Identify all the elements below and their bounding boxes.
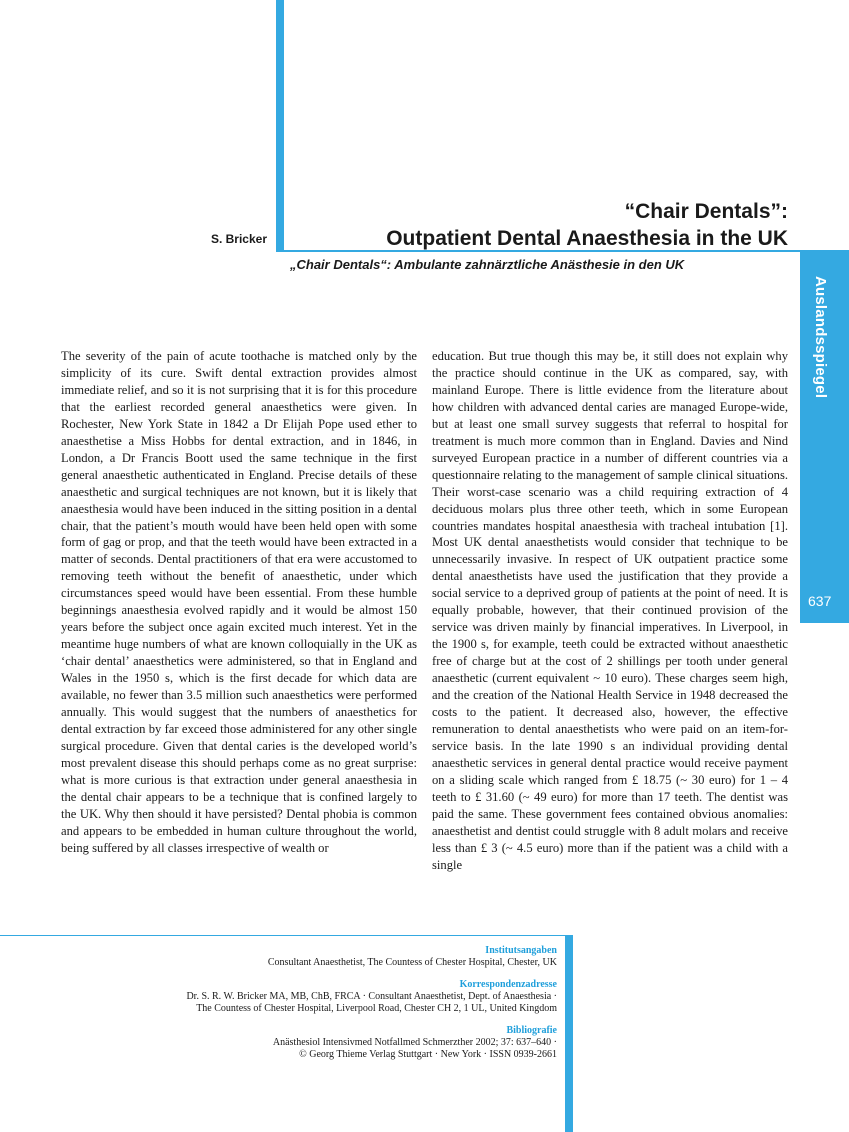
author-name: S. Bricker bbox=[210, 232, 267, 246]
correspondence-line-1: Dr. S. R. W. Bricker MA, MB, ChB, FRCA · Consultant Anaesthetist, Dept. of Anaesthesia · bbox=[186, 991, 557, 1002]
page-number: 637 bbox=[808, 593, 832, 609]
title-line-1: “Chair Dentals”: bbox=[624, 200, 788, 223]
institution-text: Consultant Anaesthetist, The Countess of Chester Hospital, Chester, UK bbox=[267, 957, 557, 968]
bottom-accent-bar bbox=[565, 935, 573, 1132]
correspondence-line-2: The Countess of Chester Hospital, Liverpool Road, Chester CH 2, 1 UL, United Kingdom bbox=[196, 1003, 557, 1014]
bibliography-line-2: © Georg Thieme Verlag Stuttgart · New York · ISSN 0939-2661 bbox=[299, 1049, 557, 1060]
bibliography-line-1: Anästhesiol Intensivmed Notfallmed Schmerzther 2002; 37: 637–640 · bbox=[272, 1037, 557, 1048]
correspondence-heading: Korrespondenzadresse bbox=[459, 979, 557, 990]
body-column-left: The severity of the pain of acute toothache is matched only by the simplicity of its cure. Swift dental extraction provides almost immediate relief, and so it is not surprising that it is for this procedure that the earliest recorded general anaesthetics were given. In Rochester, New York State in 1842 a Dr Elijah Pope used ether to anaesthetise a Miss Hobbs for dental extraction, and in 1846, in London, a Dr Francis Boott used the same technique in the first general anaesthetic authenticated in England. Precise details of these anaesthetic and surgical techniques are not known, but it is likely that anaesthesia would have been induced in the sitting position in a dental chair, that the patient’s mouth would have been held open with some form of gag or prop, and that the teeth would have been extracted in a matter of seconds. Dental practitioners of that era were accustomed to removing teeth without the benefit of anaesthetic, under which circumstances speed would have been essential. From these humble beginnings anaesthesia evolved rapidly and it would be almost 150 years before the subject once again excited much interest. Yet in the meantime huge numbers of what are known colloquially in the UK as ‘chair dental’ anaesthetics were administered, so that in England and Wales in the 1950 s, which is the first decade for which data are available, no fewer than 3.5 million such anaesthetics were performed annually. This would suggest that the numbers of anaesthetics for dental extraction by far exceed those administered for any other single surgical procedure. Given that dental caries is the developed world’s most prevalent disease this should perhaps come as no great surprise: what is more curious is that extraction under general anaesthesia in the dental chair appears to be a technique that is confined largely to the UK. Why then should it have persisted? Dental phobia is common and appears to be embedded in human culture throughout the world, being suffered by all classes irrespective of wealth or bbox=[61, 349, 417, 855]
top-accent-bar bbox=[276, 0, 284, 251]
section-label: Auslandsspiegel bbox=[812, 276, 829, 399]
institution-heading: Institutsangaben bbox=[485, 945, 557, 956]
title-line-2: Outpatient Dental Anaesthesia in the UK bbox=[386, 227, 788, 250]
article-title bbox=[386, 198, 788, 252]
article-info-box bbox=[37, 945, 557, 1061]
footer-rule bbox=[0, 935, 573, 936]
german-subtitle: „Chair Dentals“: Ambulante zahnärztliche Anästhesie in den UK bbox=[290, 257, 685, 272]
bibliography-heading: Bibliografie bbox=[506, 1025, 557, 1036]
section-side-tab bbox=[800, 252, 849, 623]
body-column-right: education. But true though this may be, it still does not explain why the practice should continue in the UK as compared, say, with mainland Europe. There is little evidence from the literature about how children with advanced dental caries are managed Europe-wide, but at least one small survey suggests that referral to hospital for treatment is much more common than in England. Davies and Nind surveyed European practice in a number of different countries via a questionnaire relating to the management of sample clinical situations. Their worst-case scenario was a child requiring extraction of 4 deciduous molars plus three other teeth, which in some European countries mandates hospital anaesthesia with tracheal intubation [1]. Most UK dental anaesthetists would consider that technique to be unnecessarily invasive. In respect of UK outpatient practice some dental anaesthetists have used the justification that they provide a social service to a deprived group of patients at the point of need. It is equally probable, however, that their continued provision of the service was driven mainly by financial imperatives. In Liverpool, in the 1900 s, for example, teeth could be extracted without anaesthetic free of charge but at the cost of 2 shillings per tooth under general anaesthetic (current equivalent ~ 10 euro). These charges seem high, and the creation of the National Health Service in 1948 decreased the costs to the patient. It decreased also, however, the effective remuneration to dental anaesthetists who were paid on an item-for-service basis. In the late 1990 s an individual providing dental anaesthetic services in general dental practice would receive payment on a sliding scale which ranged from £ 18.75 (~ 30 euro) for 1 – 4 teeth to £ 31.60 (~ 49 euro) for more than 17 teeth. The dentist was paid the same. These government fees contained obvious anomalies: anaesthetist and dentist could struggle with 8 adult molars and receive less than £ 3 (~ 4.5 euro) more than if the patient was a child with a single bbox=[432, 349, 788, 872]
